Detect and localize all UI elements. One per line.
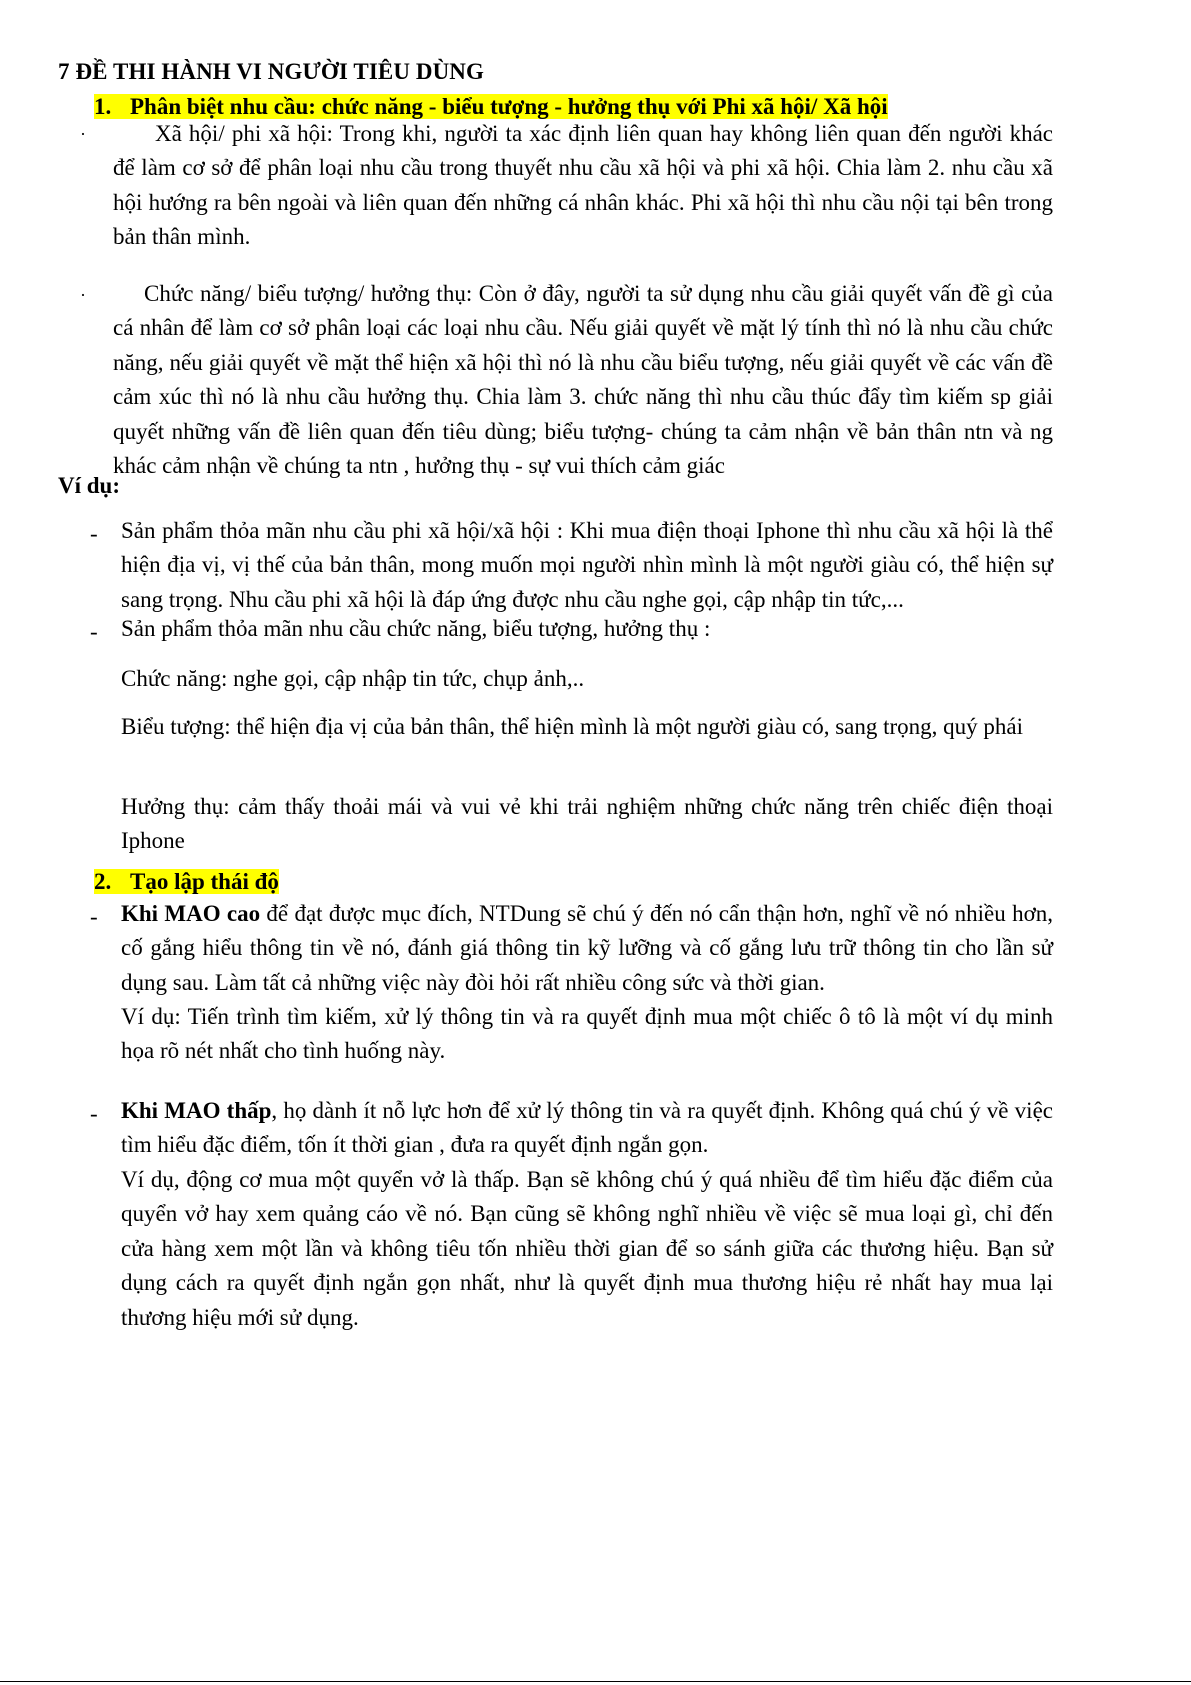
dash-mark: - — [90, 619, 98, 644]
social-nonsocial-paragraph: Xã hội/ phi xã hội: Trong khi, người ta xác định liên quan hay không liên quan đến người khác để làm cơ sở để phân loại nhu cầu trong thuyết nhu cầu xã hội và phi xã hội. Chia làm 2. nhu cầu xã hội hướng ra bên ngoài và liên quan đến những cá nhân khác. Phi xã hội thì nhu cầu nội tại bên trong bản thân mình. — [113, 121, 1053, 250]
low-mao-example: Ví dụ, động cơ mua một quyển vở là thấp. Bạn sẽ không chú ý quá nhiều để tìm hiểu đặc điểm của quyển vở hay xem quảng cáo về nó. Bạn cũng sẽ không nghĩ nhiều về việc sẽ mua loại gì, chỉ đến cửa hàng xem một lần và không tiêu tốn nhiều thời gian để so sánh giữa các thương hiệu. Bạn sử dụng cách ra quyết định ngắn gọn nhất, như là quyết định mua thương hiệu rẻ nhất hay mua lại thương hiệu mới sử dụng. — [121, 1167, 1053, 1330]
low-mao-paragraph — [121, 1094, 1053, 1163]
section-2-number: 2. — [94, 869, 112, 894]
bullet-mark: · — [80, 285, 86, 305]
example-functional-symbolic-hedonic: Sản phẩm thỏa mãn nhu cầu chức năng, biểu tượng, hưởng thụ : — [121, 616, 711, 641]
high-mao-text: để đạt được mục đích, NTDung sẽ chú ý đến nó cẩn thận hơn, nghĩ về nó nhiều hơn, cố gắng hiểu thông tin về nó, đánh giá thông tin kỹ lưỡng và cố gắng lưu trữ thông tin cho lần sử dụng sau. Làm tất cả những việc này đòi hỏi rất nhiều công sức và thời gian. — [121, 901, 1053, 995]
document-title: 7 ĐỀ THI HÀNH VI NGƯỜI TIÊU DÙNG — [58, 59, 485, 84]
section-2-heading-text: Tạo lập thái độ — [130, 869, 279, 894]
page-bottom-rule — [0, 1681, 1191, 1682]
low-mao-label: Khi MAO thấp — [121, 1098, 272, 1123]
bullet-mark: · — [80, 124, 86, 144]
functional-symbolic-hedonic-paragraph: Chức năng/ biểu tượng/ hưởng thụ: Còn ở đây, người ta sử dụng nhu cầu giải quyết vấn đề gì của cá nhân để làm cơ sở phân loại các loại nhu cầu. Nếu giải quyết về mặt lý tính thì nó là nhu cầu chức năng, nếu giải quyết về mặt thể hiện xã hội thì nó là nhu cầu biểu tượng, nếu giải quyết về các vấn đề cảm xúc thì nó là nhu cầu hưởng thụ. Chia làm 3. chức năng thì nhu cầu thúc đẩy tìm kiếm sp giải quyết những vấn đề liên quan đến tiêu dùng; biểu tượng- chúng ta cảm nhận về bản thân ntn và ng khác cảm nhận về chúng ta ntn , hưởng thụ - sự vui thích cảm giác — [113, 281, 1053, 479]
section-1-heading-text: Phân biệt nhu cầu: chức năng - biểu tượng - hưởng thụ với Phi xã hội/ Xã hội — [130, 94, 888, 119]
section-1-number: 1. — [94, 94, 112, 119]
section-1-highlight — [94, 94, 888, 119]
section-2-highlight — [94, 869, 279, 894]
example-label: Ví dụ: — [58, 473, 120, 498]
example-functional: Chức năng: nghe gọi, cập nhập tin tức, chụp ảnh,.. — [121, 666, 585, 691]
example-social-nonsocial: Sản phẩm thỏa mãn nhu cầu phi xã hội/xã hội : Khi mua điện thoại Iphone thì nhu cầu xã hội là thể hiện địa vị, vị thế của bản thân, mong muốn mọi người nhìn mình là một người giàu có, thể hiện sự sang trọng. Nhu cầu phi xã hội là đáp ứng được nhu cầu nghe gọi, cập nhập tin tức,... — [121, 518, 1053, 612]
high-mao-paragraph — [121, 897, 1053, 1000]
dash-mark: - — [90, 521, 98, 546]
dash-mark: - — [90, 904, 98, 929]
dash-mark: - — [90, 1101, 98, 1126]
example-symbolic: Biểu tượng: thể hiện địa vị của bản thân, thể hiện mình là một người giàu có, sang trọng, quý phái — [121, 714, 1023, 739]
example-hedonic: Hưởng thụ: cảm thấy thoải mái và vui vẻ khi trải nghiệm những chức năng trên chiếc điện thoại Iphone — [121, 794, 1053, 854]
low-mao-text: , họ dành ít nỗ lực hơn để xử lý thông tin và ra quyết định. Không quá chú ý về việc tìm hiểu đặc điểm, tốn ít thời gian , đưa ra quyết định ngắn gọn. — [121, 1098, 1053, 1158]
high-mao-label: Khi MAO cao — [121, 901, 261, 926]
high-mao-example: Ví dụ: Tiến trình tìm kiếm, xử lý thông tin và ra quyết định mua một chiếc ô tô là một ví dụ minh họa rõ nét nhất cho tình huống này. — [121, 1004, 1053, 1064]
section-2-heading — [94, 869, 279, 895]
